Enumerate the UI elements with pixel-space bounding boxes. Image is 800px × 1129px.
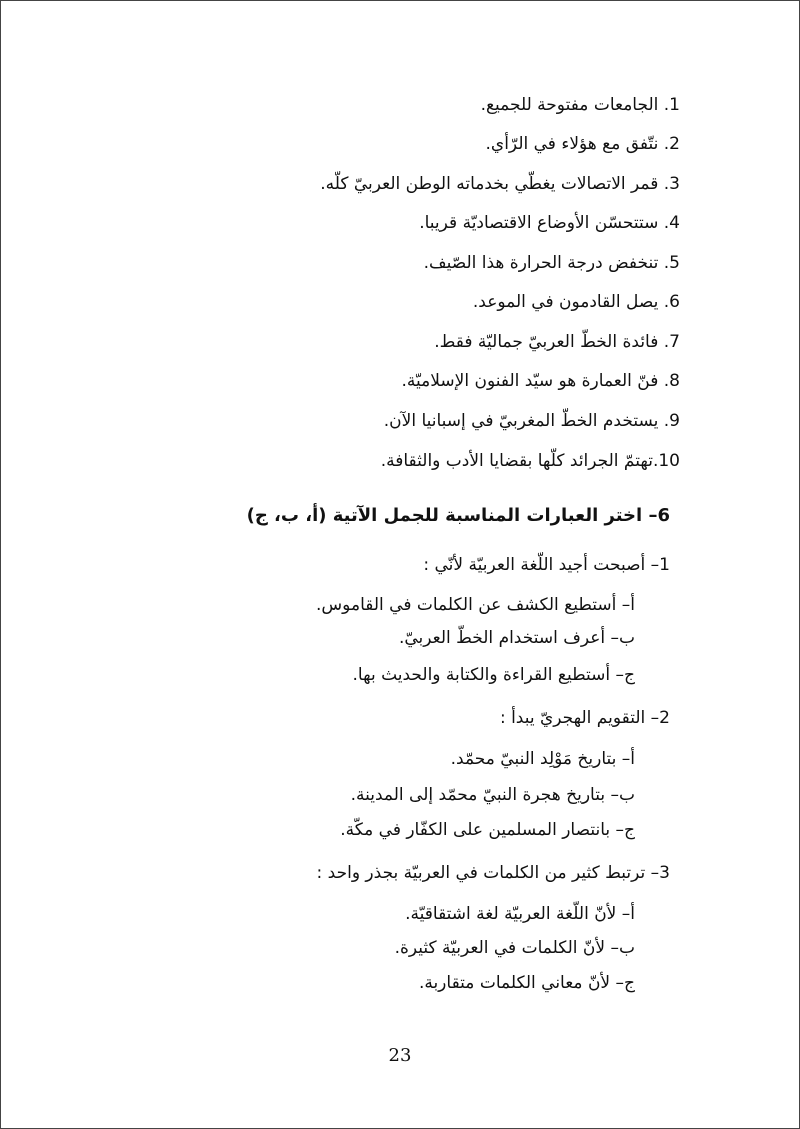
answer-option: ج– أستطيع القراءة والكتابة والحديث بها. — [352, 665, 635, 685]
answer-option: أ– بتاريخ مَوْلِد النبيّ محمّد. — [450, 749, 635, 769]
list-item: 3. قمر الاتصالات يغطّي بخدماته الوطن العربيّ كلّه. — [320, 174, 680, 194]
question-prompt: 2– التقويم الهجريّ يبدأ : — [499, 708, 670, 728]
answer-option: ب– أعرف استخدام الخطّ العربيّ. — [398, 628, 635, 648]
answer-option: ب– لأنّ الكلمات في العربيّة كثيرة. — [394, 938, 635, 958]
question-prompt: 1– أصبحت أجيد اللّغة العربيّة لأنّي : — [423, 555, 670, 575]
list-item: 7. فائدة الخطّ العربيّ جماليّة فقط. — [434, 332, 680, 352]
list-item: 10.تهتمّ الجرائد كلّها بقضايا الأدب والثقافة. — [380, 451, 680, 471]
section-heading: 6– اختر العبارات المناسبة للجمل الآتية (أ، ب، ج) — [246, 505, 670, 526]
answer-option: أ– أستطيع الكشف عن الكلمات في القاموس. — [316, 595, 635, 615]
list-item: 4. ستتحسّن الأوضاع الاقتصاديّة قريبا. — [419, 213, 680, 233]
list-item: 5. تنخفض درجة الحرارة هذا الصّيف. — [423, 253, 680, 273]
list-item: 2. نتّفق مع هؤلاء في الرّأي. — [485, 134, 680, 154]
question-prompt: 3– ترتبط كثير من الكلمات في العربيّة بجذر واحد : — [316, 863, 670, 883]
answer-option: أ– لأنّ اللّغة العربيّة لغة اشتقاقيّة. — [405, 904, 635, 924]
list-item: 6. يصل القادمون في الموعد. — [472, 292, 680, 312]
answer-option: ج– بانتصار المسلمين على الكفّار في مكّة. — [340, 820, 635, 840]
list-item: 1. الجامعات مفتوحة للجميع. — [480, 95, 680, 115]
answer-option: ج– لأنّ معاني الكلمات متقاربة. — [418, 973, 635, 993]
list-item: 9. يستخدم الخطّ المغربيّ في إسبانيا الآن. — [383, 411, 680, 431]
answer-option: ب– بتاريخ هجرة النبيّ محمّد إلى المدينة. — [350, 785, 635, 805]
list-item: 8. فنّ العمارة هو سيّد الفنون الإسلاميّة. — [401, 371, 680, 391]
page-number: 23 — [388, 1045, 412, 1066]
